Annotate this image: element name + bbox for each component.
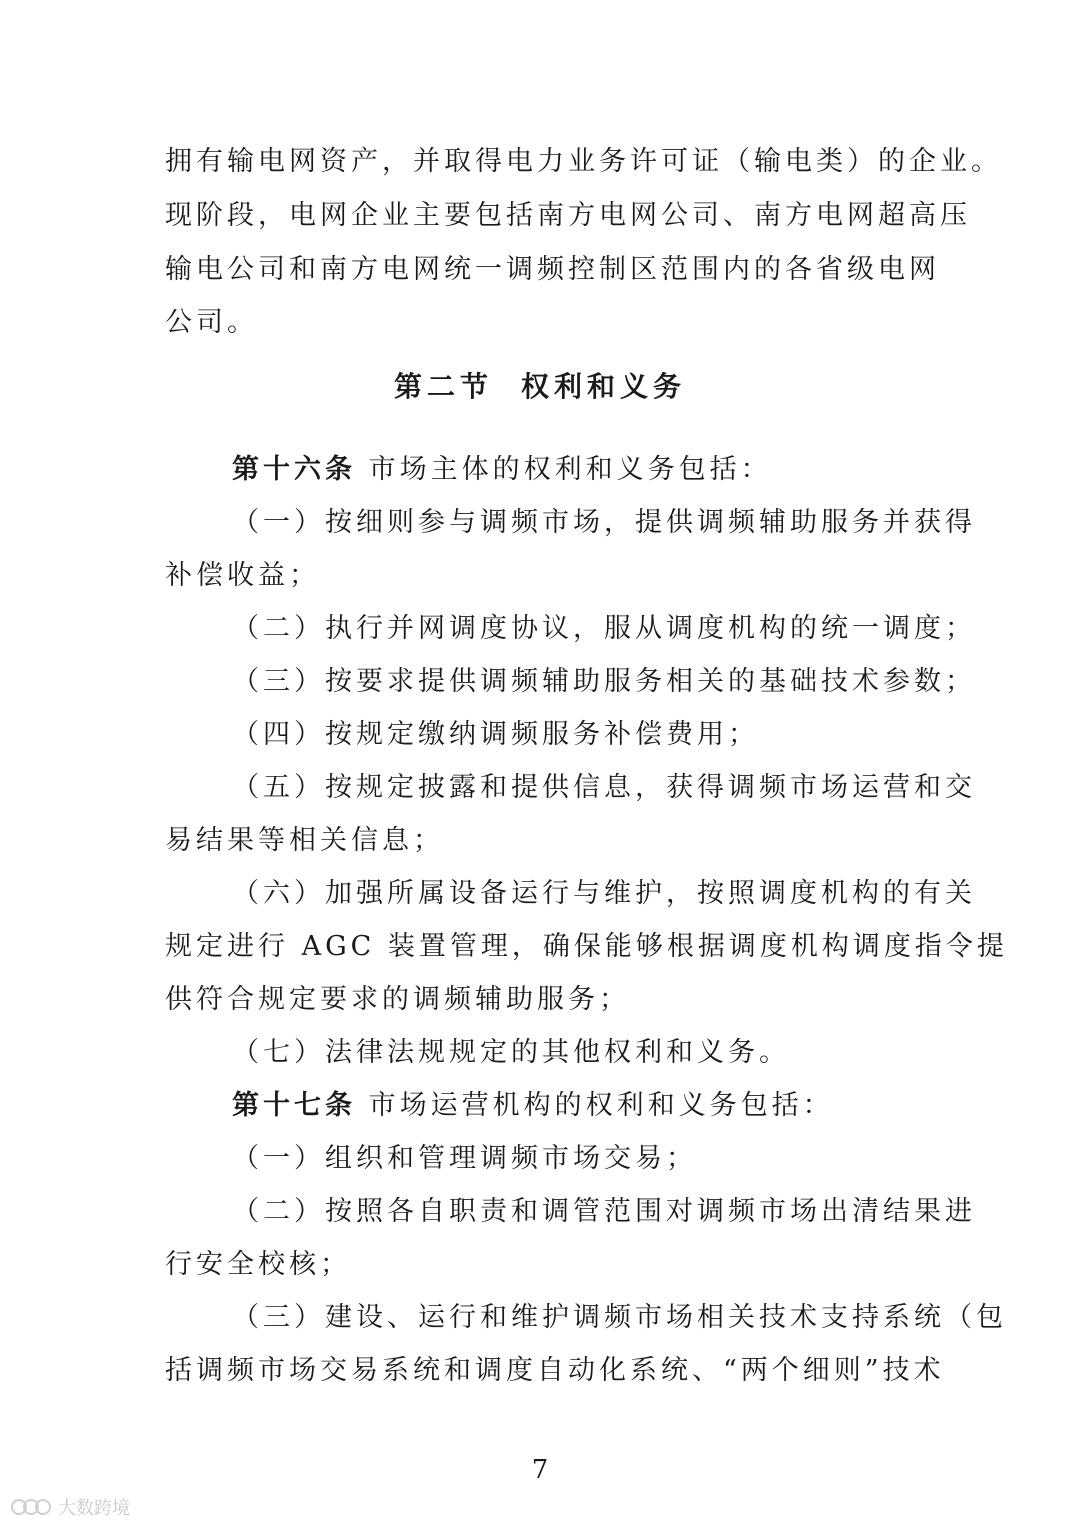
- intro-line-3: 输电公司和南方电网统一调频控制区范围内的各省级电网: [165, 254, 940, 285]
- article-16-item-6-line-2: 规定进行 AGC 装置管理，确保能够根据调度机构调度指令提: [165, 931, 1008, 962]
- logo-icon: [10, 1496, 52, 1518]
- article-17-item-2-line-2: 行安全校核；: [165, 1249, 351, 1280]
- intro-line-2: 现阶段，电网企业主要包括南方电网公司、南方电网超高压: [165, 200, 971, 231]
- article-16-item-1-line-1: （一）按细则参与调频市场，提供调频辅助服务并获得: [232, 507, 976, 538]
- article-16-item-4: （四）按规定缴纳调频服务补偿费用；: [232, 719, 759, 750]
- section-title: 权利和义务: [521, 370, 687, 403]
- article-16-item-3: （三）按要求提供调频辅助服务相关的基础技术参数；: [232, 666, 976, 697]
- section-heading: [0, 367, 1080, 407]
- section-number: 第二节: [393, 370, 493, 403]
- article-16-item-6-line-1: （六）加强所属设备运行与维护，按照调度机构的有关: [232, 878, 976, 909]
- watermark-text: 大数跨境: [58, 1498, 130, 1519]
- article-16-text: 市场主体的权利和义务包括：: [368, 454, 772, 485]
- article-16-item-6-line-3: 供符合规定要求的调频辅助服务；: [165, 984, 630, 1015]
- watermark: [10, 1494, 130, 1520]
- article-16-item-5-line-2: 易结果等相关信息；: [165, 825, 444, 856]
- article-17-heading: [232, 1086, 915, 1126]
- article-17-item-3-line-1: （三）建设、运行和维护调频市场相关技术支持系统（包: [232, 1302, 1007, 1333]
- article-17-item-3-line-2: 括调频市场交易系统和调度自动化系统、“两个细则”技术: [165, 1355, 945, 1386]
- article-16-item-2: （二）执行并网调度协议，服从调度机构的统一调度；: [232, 613, 976, 644]
- article-17-label: 第十七条: [232, 1090, 356, 1121]
- page-number: 7: [531, 1455, 549, 1485]
- article-16-heading: [232, 450, 915, 490]
- article-16-item-5-line-1: （五）按规定披露和提供信息，获得调频市场运营和交: [232, 772, 976, 803]
- intro-line-4: 公司。: [165, 307, 258, 338]
- article-16-item-7: （七）法律法规规定的其他权利和义务。: [232, 1037, 790, 1068]
- article-16-item-1-line-2: 补偿收益；: [165, 560, 320, 591]
- article-17-item-1: （一）组织和管理调频市场交易；: [232, 1143, 697, 1174]
- article-17-text: 市场运营机构的权利和义务包括：: [368, 1090, 834, 1121]
- intro-line-1: 拥有输电网资产，并取得电力业务许可证（输电类）的企业。: [165, 146, 1002, 177]
- article-16-label: 第十六条: [232, 454, 356, 485]
- article-17-item-2-line-1: （二）按照各自职责和调管范围对调频市场出清结果进: [232, 1196, 976, 1227]
